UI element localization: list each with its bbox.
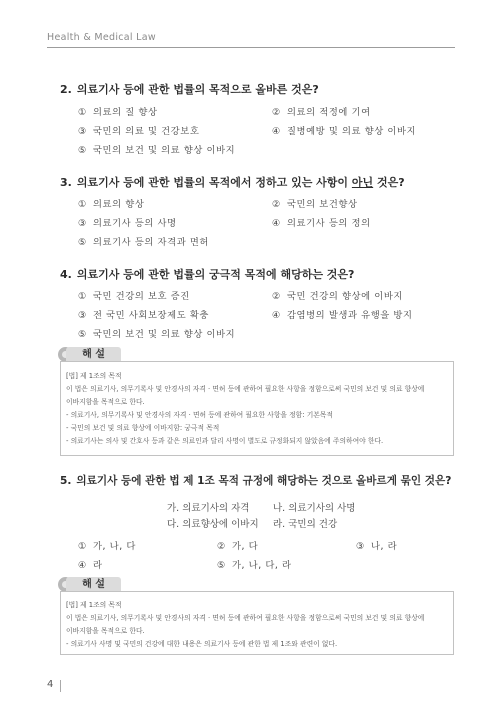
question-number: 5. — [60, 475, 72, 487]
statement-item: 다. 의료향상에 이바지 — [167, 519, 259, 530]
option-mark: ⑤ — [78, 237, 87, 248]
explanation-badge: 해 설 — [66, 347, 121, 362]
statement-item: 가. 의료기사의 자격 — [167, 503, 250, 514]
option-text: 국민의 보건향상 — [286, 199, 358, 210]
option-mark: ① — [78, 541, 87, 552]
option-mark: ③ — [78, 310, 87, 321]
q3-option-5[interactable] — [78, 234, 209, 248]
option-text: 국민의 의료 및 건강보호 — [92, 126, 200, 137]
explanation-line: [법] 제 1조의 목적 — [66, 601, 122, 609]
question-text: 의료기사 등에 관한 법률의 궁극적 목적에 해당하는 것은? — [76, 268, 355, 281]
q5-option-2[interactable] — [217, 538, 258, 552]
explanation-line: 이 법은 의료기사, 의무기록사 및 안경사의 자격 · 면허 등에 관하여 필요한 사항을 정함으로써 국민의 보건 및 의료 향상에 — [66, 614, 425, 622]
option-mark: ③ — [78, 218, 87, 229]
option-text: 의료기사 등의 자격과 면허 — [92, 237, 209, 248]
option-text: 국민의 보건 및 의료 향상 이바지 — [92, 329, 236, 340]
question-number: 2. — [60, 83, 72, 96]
q2-option-5[interactable] — [78, 142, 235, 156]
option-text: 가, 나, 다, 라 — [231, 560, 292, 571]
option-text: 의료의 질 향상 — [92, 107, 158, 118]
option-text: 가, 나, 다 — [92, 541, 136, 552]
running-header: Health & Medical Law — [47, 32, 156, 43]
option-mark: ③ — [78, 126, 87, 137]
q5-option-5[interactable] — [217, 557, 292, 571]
option-mark: ④ — [272, 218, 281, 229]
explanation-line: - 의료기사 사명 및 국민의 건강에 대한 내용은 의료기사 등에 관한 법 제 1조와 관련이 없다. — [66, 640, 338, 648]
q4-option-2[interactable] — [272, 288, 403, 302]
option-mark: ④ — [272, 310, 281, 321]
option-mark: ⑤ — [78, 329, 87, 340]
statement-group — [165, 498, 357, 532]
q4-option-1[interactable] — [78, 288, 190, 302]
q3-option-3[interactable] — [78, 215, 177, 229]
explanation-line: - 의료기사, 의무기록사 및 안경사의 자격 · 면허 등에 관하여 필요한 사항을 정함: 기본목적 — [66, 411, 333, 419]
explanation-line: 이바지함을 목적으로 한다. — [66, 398, 145, 406]
explanation-line: 이바지함을 목적으로 한다. — [66, 627, 145, 635]
q2-option-1[interactable] — [78, 104, 158, 118]
explanation-badge: 해 설 — [66, 577, 121, 592]
q2-option-4[interactable] — [272, 123, 416, 137]
option-mark: ④ — [78, 560, 87, 571]
option-text: 라 — [92, 560, 103, 571]
question-text: 의료기사 등에 관한 법률의 목적에서 정하고 있는 사항이 — [76, 176, 352, 189]
explanation-line: - 국민의 보건 및 의료 향상에 이바지함: 궁극적 목적 — [66, 424, 220, 432]
option-text: 나, 라 — [370, 541, 398, 552]
option-text: 의료기사 등의 정의 — [286, 218, 371, 229]
q4-option-4[interactable] — [272, 307, 413, 321]
option-text: 국민 건강의 향상에 이바지 — [286, 291, 403, 302]
q3-option-2[interactable] — [272, 196, 358, 210]
option-mark: ⑤ — [217, 560, 226, 571]
option-text: 의료의 적정에 기여 — [286, 107, 371, 118]
page-number: 4 — [47, 679, 54, 690]
option-mark: ① — [78, 107, 87, 118]
option-text: 가, 다 — [231, 541, 259, 552]
option-mark: ⑤ — [78, 145, 87, 156]
option-mark: ② — [217, 541, 226, 552]
option-mark: ② — [272, 107, 281, 118]
question-text: 의료기사 등에 관한 법 제 1조 목적 규정에 해당하는 것으로 올바르게 묶인 것은? — [76, 475, 452, 487]
option-text: 국민의 보건 및 의료 향상 이바지 — [92, 145, 236, 156]
question-4-title — [60, 266, 354, 282]
q2-option-2[interactable] — [272, 104, 371, 118]
question-5-title — [60, 473, 451, 488]
statement-item: 나. 의료기사의 사명 — [273, 503, 356, 514]
page-number-divider — [60, 680, 61, 692]
question-3-title — [60, 174, 405, 190]
header-divider — [47, 47, 455, 48]
option-mark: ② — [272, 199, 281, 210]
option-text: 의료의 향상 — [92, 199, 145, 210]
option-text: 의료기사 등의 사명 — [92, 218, 177, 229]
question-number: 4. — [60, 268, 72, 281]
option-text: 감염병의 발생과 유행을 방지 — [286, 310, 413, 321]
option-text: 전 국민 사회보장제도 확충 — [92, 310, 209, 321]
q3-option-1[interactable] — [78, 196, 144, 210]
option-mark: ① — [78, 291, 87, 302]
option-mark: ③ — [356, 541, 365, 552]
q5-option-3[interactable] — [356, 538, 397, 552]
q3-option-4[interactable] — [272, 215, 371, 229]
q4-option-3[interactable] — [78, 307, 209, 321]
option-mark: ① — [78, 199, 87, 210]
explanation-line: 이 법은 의료기사, 의무기록사 및 안경사의 자격 · 면허 등에 관하여 필요한 사항을 정함으로써 국민의 보건 및 의료 향상에 — [66, 385, 425, 393]
question-2-title — [60, 81, 319, 97]
option-mark: ④ — [272, 126, 281, 137]
option-text: 국민 건강의 보호 증진 — [92, 291, 190, 302]
q2-option-3[interactable] — [78, 123, 199, 137]
question-emphasis: 아닌 — [351, 176, 374, 189]
option-text: 질병예방 및 의료 향상 이바지 — [286, 126, 417, 137]
explanation-line: - 의료기사는 의사 및 간호사 등과 같은 의료인과 달리 사명이 별도로 규정화되지 않았음에 주의하여야 한다. — [66, 437, 384, 445]
q4-option-5[interactable] — [78, 326, 235, 340]
statement-item: 라. 국민의 건강 — [273, 519, 338, 530]
option-mark: ② — [272, 291, 281, 302]
q5-option-1[interactable] — [78, 538, 136, 552]
question-text-end: 것은? — [373, 176, 405, 189]
question-text: 의료기사 등에 관한 법률의 목적으로 올바른 것은? — [76, 83, 319, 96]
explanation-line: [법] 제 1조의 목적 — [66, 372, 122, 380]
question-number: 3. — [60, 176, 72, 189]
q5-option-4[interactable] — [78, 557, 103, 571]
